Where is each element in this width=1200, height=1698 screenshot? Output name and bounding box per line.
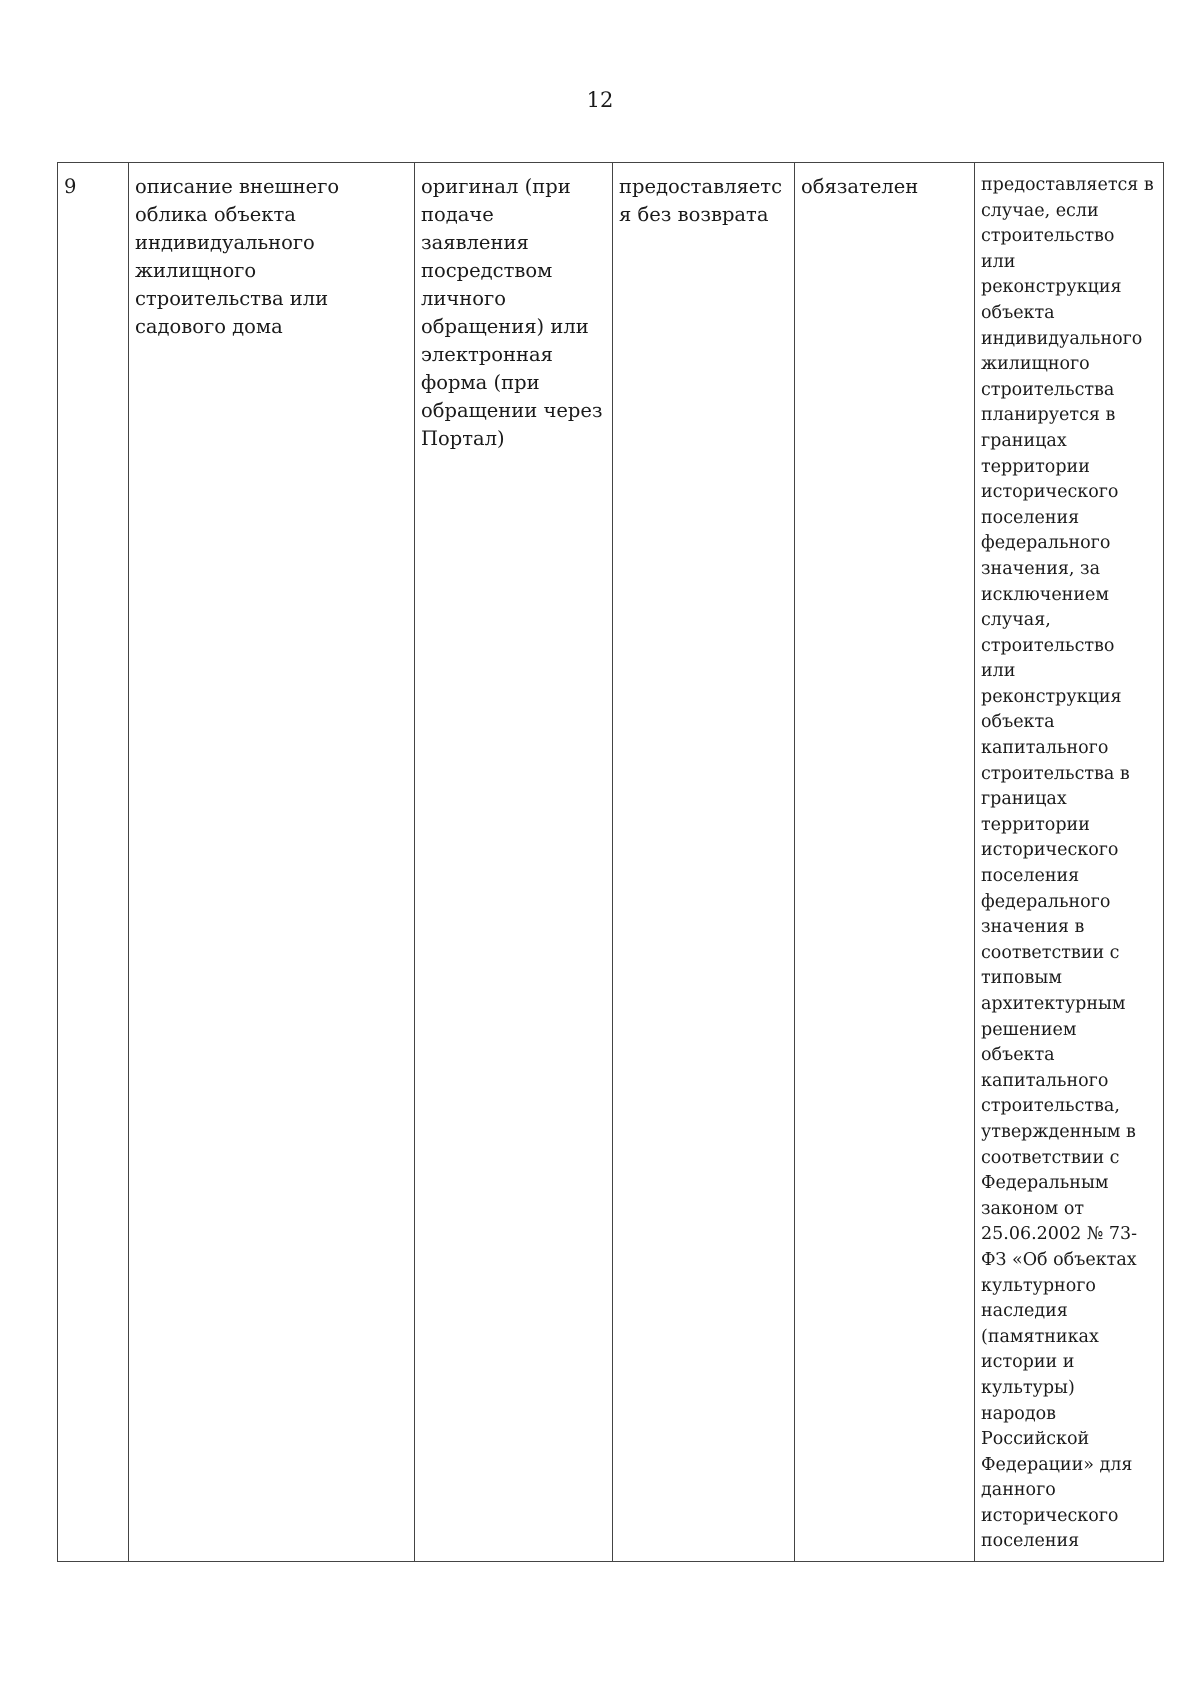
requirement: обязателен: [801, 175, 919, 198]
row-number-cell: [58, 163, 129, 1562]
document-form: оригинал (при подаче заявления посредством личного обращения) или электронная форма (при обращении через Портал): [421, 175, 603, 450]
requirement-cell: [795, 163, 975, 1562]
return-terms: предоставляетс я без возврата: [619, 175, 783, 226]
table-row: [58, 163, 1164, 1562]
condition-text: предоставляется в случае, если строительство или реконструкция объекта индивидуального жилищного строительства планируется в границах территории исторического поселения федерального значения, за исключением случая, строительство или реконструкция объекта капитального строительства в границах территории исторического поселения федерального значения в соответствии с типовым архитектурным решением объекта капитального строительства, утвержденным в соответствии с Федеральным законом от 25.06.2002 № 73- ФЗ «Об объектах культурного наследия (памятниках истории и культуры) народов Российской Федерации» для данного исторического поселения: [981, 175, 1154, 1552]
document-form-cell: [415, 163, 613, 1562]
documents-table: [57, 162, 1164, 1562]
document-description-cell: [129, 163, 415, 1562]
row-number: 9: [64, 175, 77, 198]
document-description: описание внешнего облика объекта индивидуального жилищного строительства или садового дома: [135, 175, 340, 338]
condition-cell: [975, 163, 1164, 1562]
return-terms-cell: [613, 163, 795, 1562]
page-number: 12: [586, 88, 614, 112]
